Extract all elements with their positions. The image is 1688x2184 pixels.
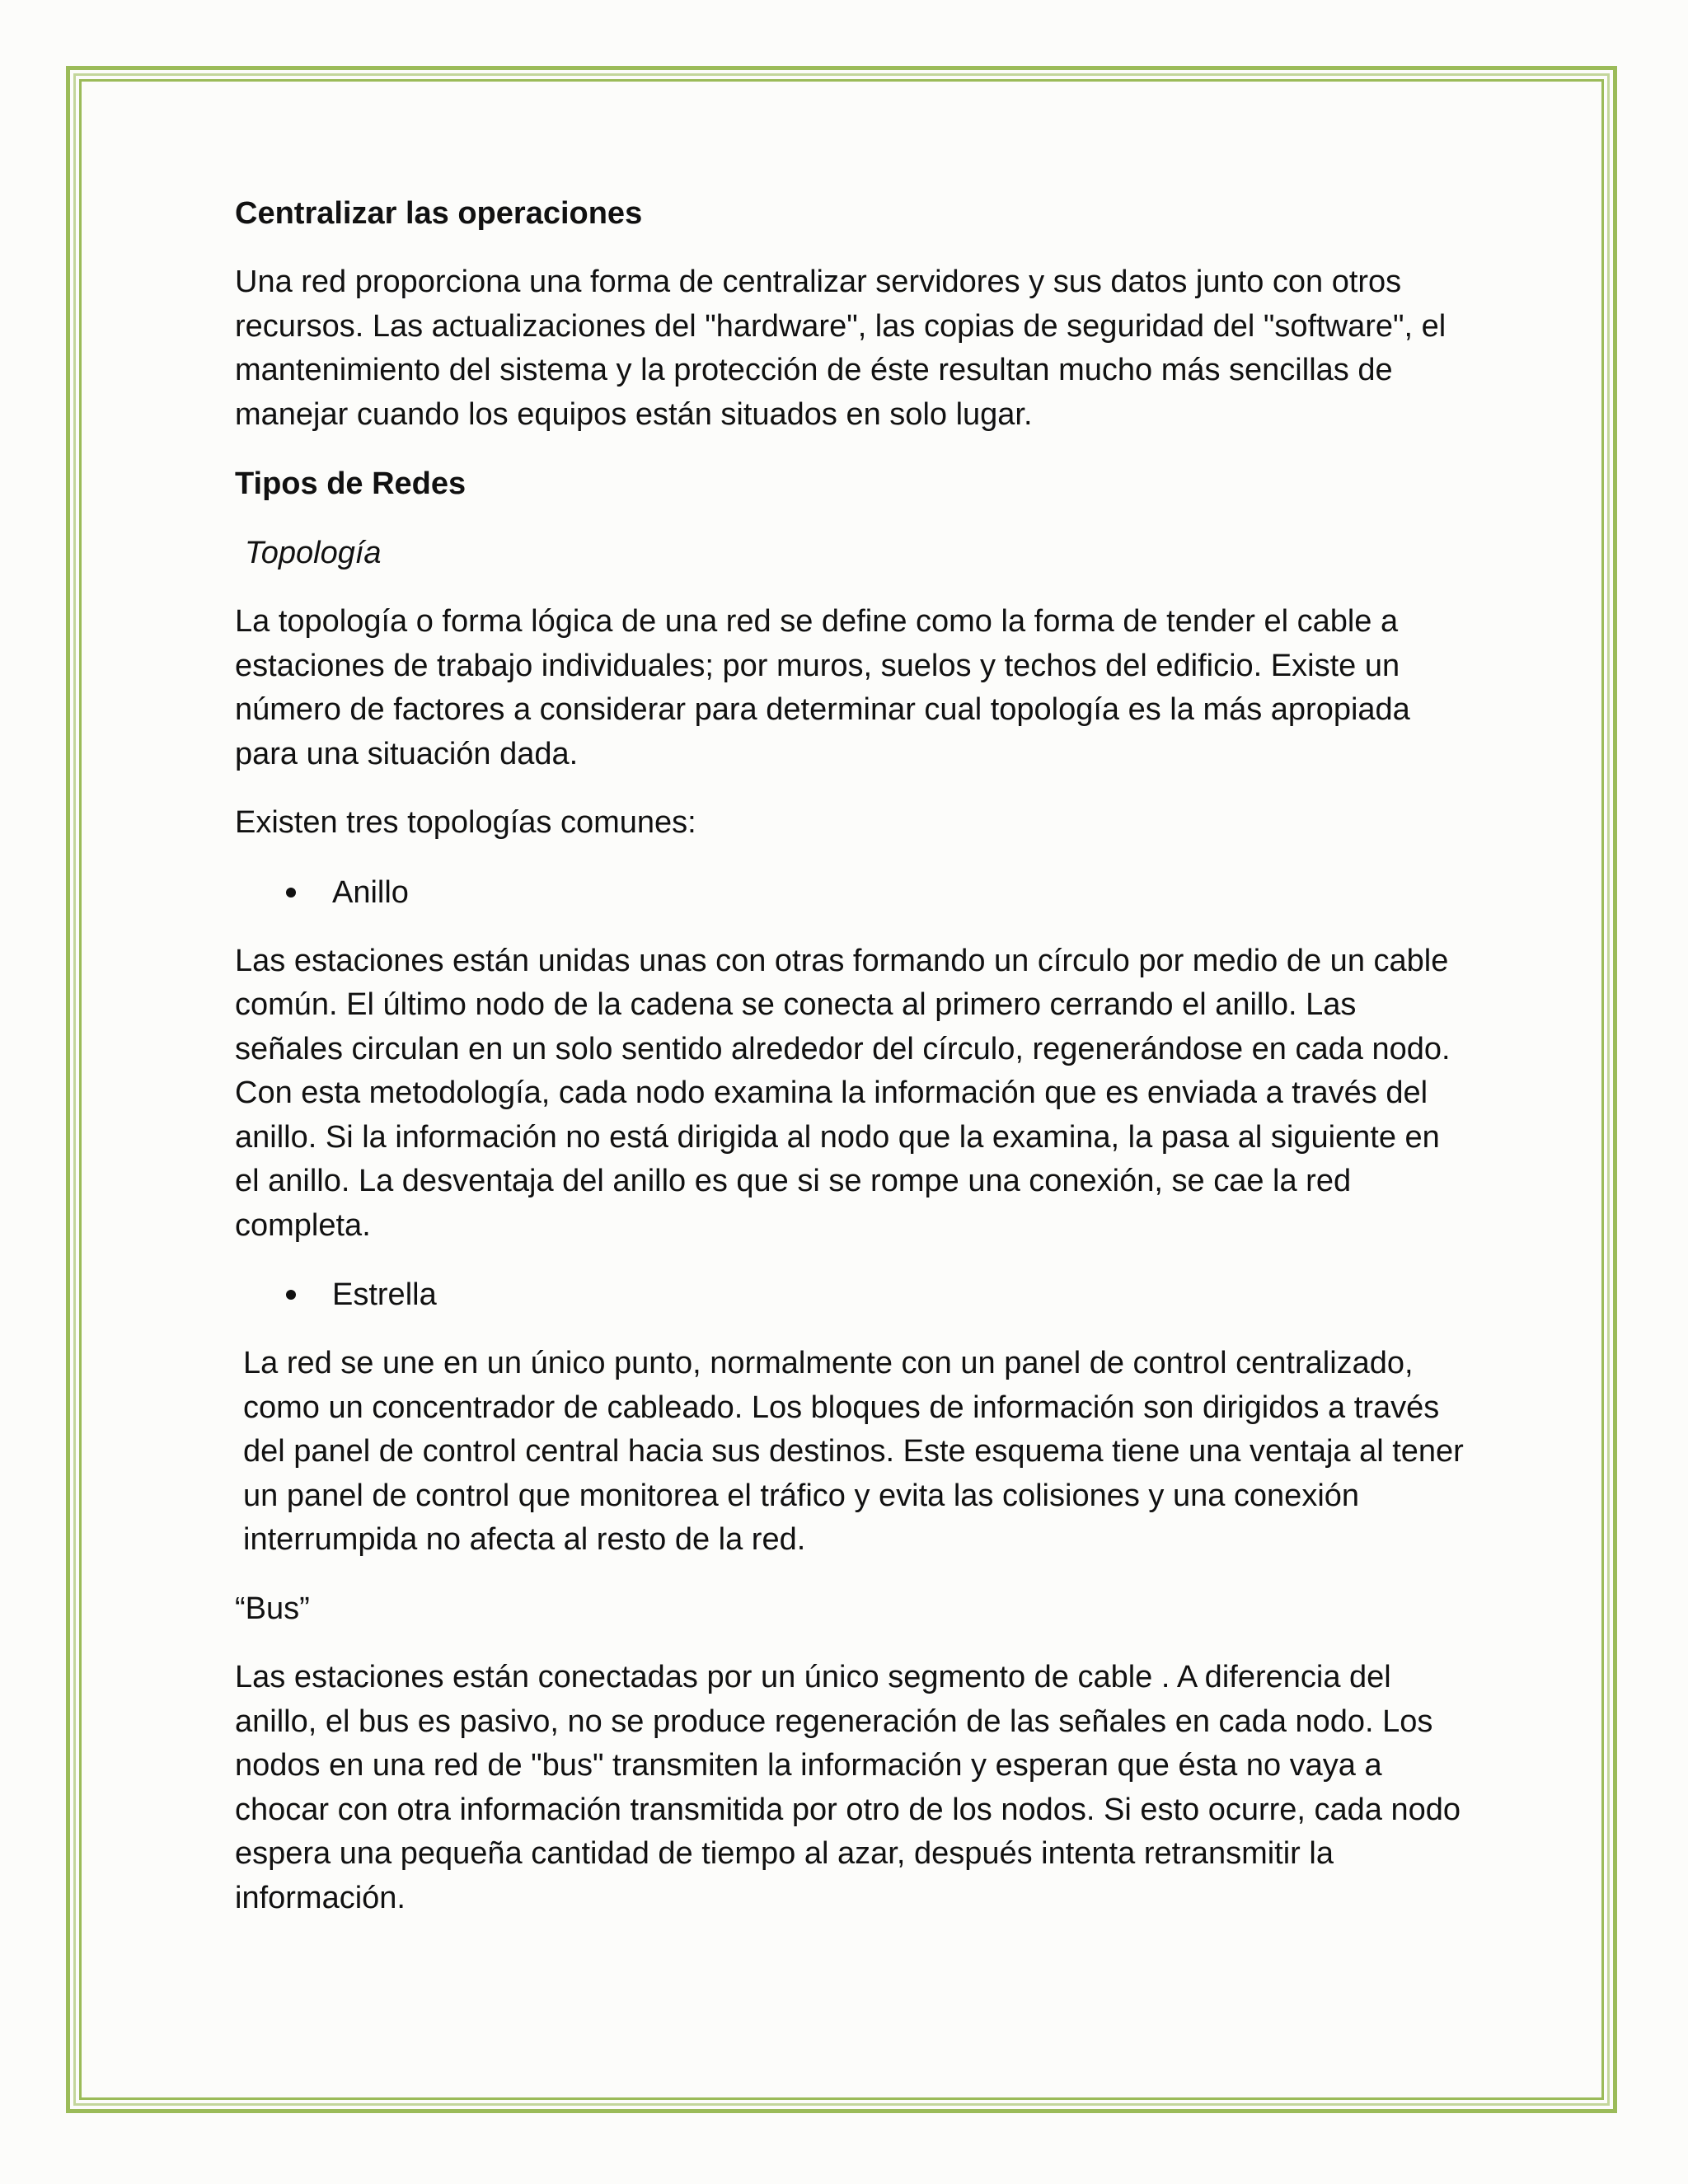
heading-centralizar: Centralizar las operaciones [235, 196, 643, 231]
bullet-label-estrella: Estrella [332, 1277, 437, 1312]
label-bus: “Bus” [235, 1591, 310, 1626]
bullet-icon [286, 1290, 296, 1300]
paragraph-anillo: Las estaciones están unidas unas con otras formando un círculo por medio de un cable común. El último nodo de la cadena se conecta al primero cerrando el anillo. Las señales circulan en un solo sentido alrededor del círculo, regenerándose en cada nodo. Con esta metodología, cada nodo examina la información que es enviada a través del anillo. Si la información no está dirigida al nodo que la examina, la pasa al siguiente en el anillo. La desventaja del anillo es que si se rompe una conexión, se cae la red completa. [235, 943, 1451, 1243]
paragraph-estrella: La red se une en un único punto, normalmente con un panel de control centralizado, como un concentrador de cableado. Los bloques de información son dirigidos a través del panel de control central hacia sus destinos. Este esquema tiene una ventaja al tener un panel de control que monitorea el tráfico y evita las colisiones y una conexión interrumpida no afecta al resto de la red. [243, 1346, 1464, 1557]
bullet-icon [286, 888, 296, 898]
subheading-topologia: Topología [245, 536, 382, 570]
paragraph-existen: Existen tres topologías comunes: [235, 805, 696, 840]
paragraph-bus: Las estaciones están conectadas por un único segmento de cable . A diferencia del anillo, el bus es pasivo, no se produce regeneración de las señales en cada nodo. Los nodos en una red de "bus" transmiten la información y esperan que ésta no vaya a chocar con otra información transmitida por otro de los nodos. Si esto ocurre, cada nodo espera una pequeña cantidad de tiempo al azar, después intenta retransmitir la información. [235, 1660, 1461, 1915]
paragraph-topologia: La topología o forma lógica de una red se define como la forma de tender el cable a estaciones de trabajo individuales; por muros, suelos y techos del edificio. Existe un número de factores a considerar para determinar cual topología es la más apropiada para una situación dada. [235, 604, 1410, 771]
bullet-item-anillo [235, 870, 1471, 915]
bullet-item-estrella [235, 1272, 1471, 1317]
paragraph-centralizar: Una red proporciona una forma de centralizar servidores y sus datos junto con otros recursos. Las actualizaciones del "hardware", las copias de seguridad del "software", el mantenimiento del sistema y la protección de éste resultan mucho más sencillas de manejar cuando los equipos están situados en solo lugar. [235, 265, 1447, 432]
document-body [235, 191, 1471, 1945]
bullet-label-anillo: Anillo [332, 874, 409, 910]
heading-tipos-de-redes: Tipos de Redes [235, 466, 467, 501]
